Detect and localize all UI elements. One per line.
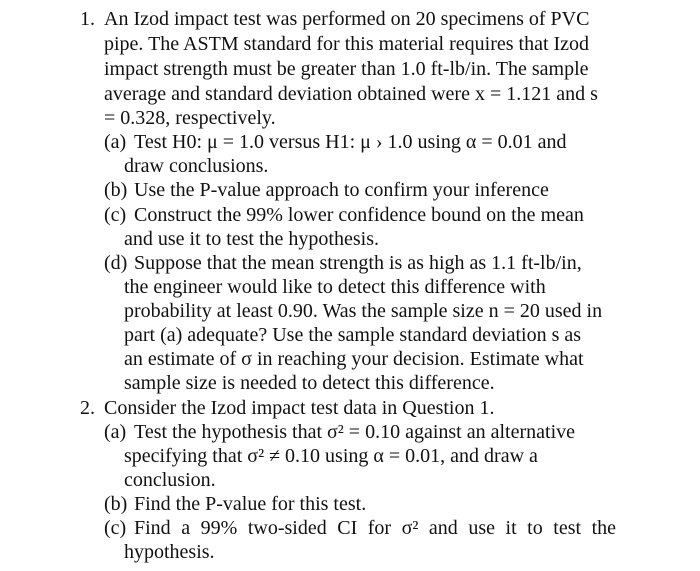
part-text-line: probability at least 0.90. Was the sample size n = 20 used in — [124, 300, 603, 322]
question-number: 1. — [80, 8, 95, 30]
part-text-line: conclusion. — [124, 469, 216, 491]
question-text-line: impact strength must be greater than 1.0 ft-lb/in. The sample — [104, 58, 589, 80]
part-text-line: Find the P-value for this test. — [134, 493, 367, 515]
part-text-line: Use the P-value approach to confirm your inference — [134, 179, 549, 201]
part-text-line: and use it to test the hypothesis. — [124, 228, 379, 250]
part-label: (b) — [104, 493, 128, 515]
part-text-line: an estimate of σ in reaching your decision. Estimate what — [124, 348, 584, 370]
part-text-line: hypothesis. — [124, 541, 215, 563]
question-text-line: = 0.328, respectively. — [104, 107, 276, 129]
part-text-line: part (a) adequate? Use the sample standard deviation s as — [124, 324, 582, 346]
part-label: (d) — [104, 252, 128, 274]
part-text-line: the engineer would like to detect this difference with — [124, 276, 546, 298]
part-text-line: Suppose that the mean strength is as high as 1.1 ft-lb/in, — [134, 252, 582, 274]
part-label: (b) — [104, 179, 128, 201]
question-text-line: pipe. The ASTM standard for this material requires that Izod — [104, 33, 590, 55]
part-text-line: Find a 99% two-sided CI for σ² and use it to test the — [134, 517, 616, 539]
part-text-line: Test the hypothesis that σ² = 0.10 against an alternative — [134, 421, 575, 443]
question-text-line: Consider the Izod impact test data in Question 1. — [104, 397, 495, 419]
question-text-line: average and standard deviation obtained were x = 1.121 and s — [104, 83, 598, 105]
part-label: (a) — [104, 131, 127, 153]
part-label: (c) — [104, 517, 127, 539]
part-label: (c) — [104, 204, 127, 226]
part-text-line: specifying that σ² ≠ 0.10 using α = 0.01, and draw a — [124, 445, 538, 467]
part-text-line: sample size is needed to detect this difference. — [124, 372, 495, 394]
question-number: 2. — [80, 397, 95, 419]
part-text-line: draw conclusions. — [124, 155, 269, 177]
part-text-line: Construct the 99% lower confidence bound on the mean — [134, 204, 584, 226]
question-text-line: An Izod impact test was performed on 20 specimens of PVC — [104, 8, 590, 30]
part-label: (a) — [104, 421, 127, 443]
part-text-line: Test H0: μ = 1.0 versus H1: μ › 1.0 using α = 0.01 and — [134, 131, 567, 153]
